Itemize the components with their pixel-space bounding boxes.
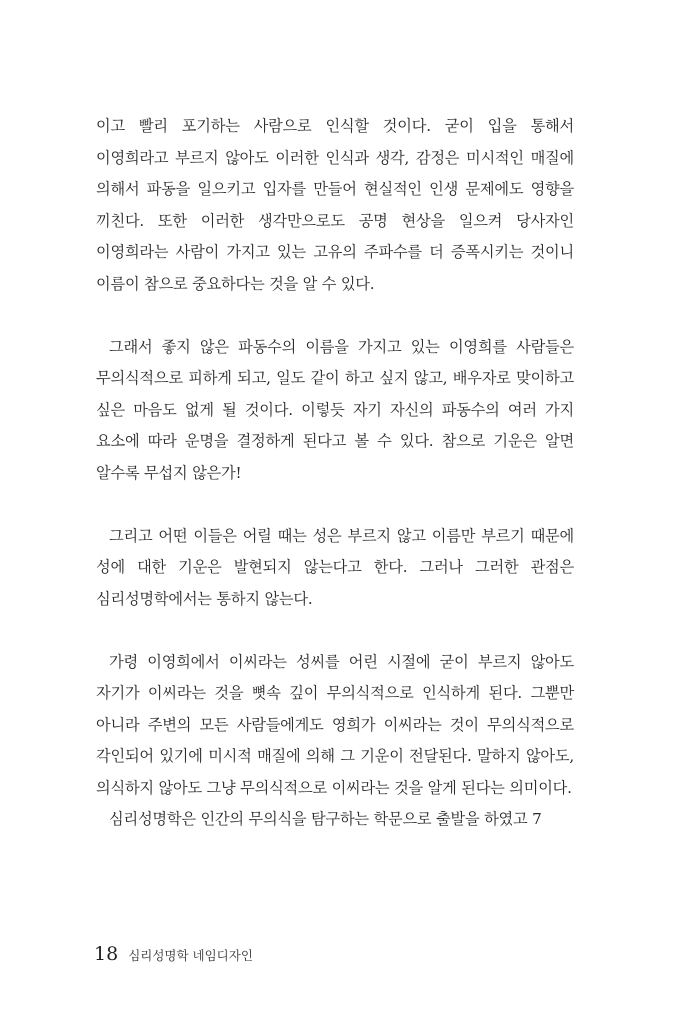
paragraph-3: 그리고 어떤 이들은 어릴 때는 성은 부르지 않고 이름만 부르기 때문에 성에 대한 기운은 발현되지 않는다고 한다. 그러나 그러한 관점은 심리성명학에서는 통하지 않는다.: [96, 526, 574, 608]
page-number: 18: [94, 943, 119, 965]
paragraph-2: 그래서 좋지 않은 파동수의 이름을 가지고 있는 이영희를 사람들은 무의식적으로 피하게 되고, 일도 같이 하고 싶지 않고, 배우자로 맞이하고 싶은 마음도 없게 될 것이다. 이렇듯 자기 자신의 파동수의 여러 가지 요소에 따라 운명을 결정하게 된다고 볼 수 있다. 참으로 기운은 알면 알수록 무섭지 않은가!: [96, 337, 574, 482]
paragraph-1: 이고 빨리 포기하는 사람으로 인식할 것이다. 굳이 입을 통해서 이영희라고 부르지 않아도 이러한 인식과 생각, 감정은 미시적인 매질에 의해서 파동을 일으키고 입자를 만들어 현실적인 인생 문제에도 영향을 끼친다. 또한 이러한 생각만으로도 공명 현상을 일으켜 당사자인 이영희라는 사람이 가지고 있는 고유의 주파수를 더 증폭시키는 것이니 이름이 참으로 중요하다는 것을 알 수 있다.: [96, 117, 574, 293]
paragraph-4: 가령 이영희에서 이씨라는 성씨를 어린 시절에 굳이 부르지 않아도 자기가 이씨라는 것을 뼛속 깊이 무의식적으로 인식하게 된다. 그뿐만 아니라 주변의 모든 사람들에게도 영희가 이씨라는 것이 무의식적으로 각인되어 있기에 미시적 매질에 의해 그 기운이 전달된다. 말하지 않아도, 의식하지 않아도 그냥 무의식적으로 이씨라는 것을 알게 된다는 의미이다.: [96, 652, 574, 797]
running-title: 심리성명학 네임디자인: [128, 948, 253, 963]
paragraph-gap: [96, 300, 574, 332]
paragraph-gap: [96, 489, 574, 521]
paragraph-5: 심리성명학은 인간의 무의식을 탐구하는 학문으로 출발을 하였고 7: [109, 810, 542, 828]
page-footer: [94, 943, 253, 965]
body-text: [96, 111, 574, 836]
paragraph-gap: [96, 615, 574, 647]
